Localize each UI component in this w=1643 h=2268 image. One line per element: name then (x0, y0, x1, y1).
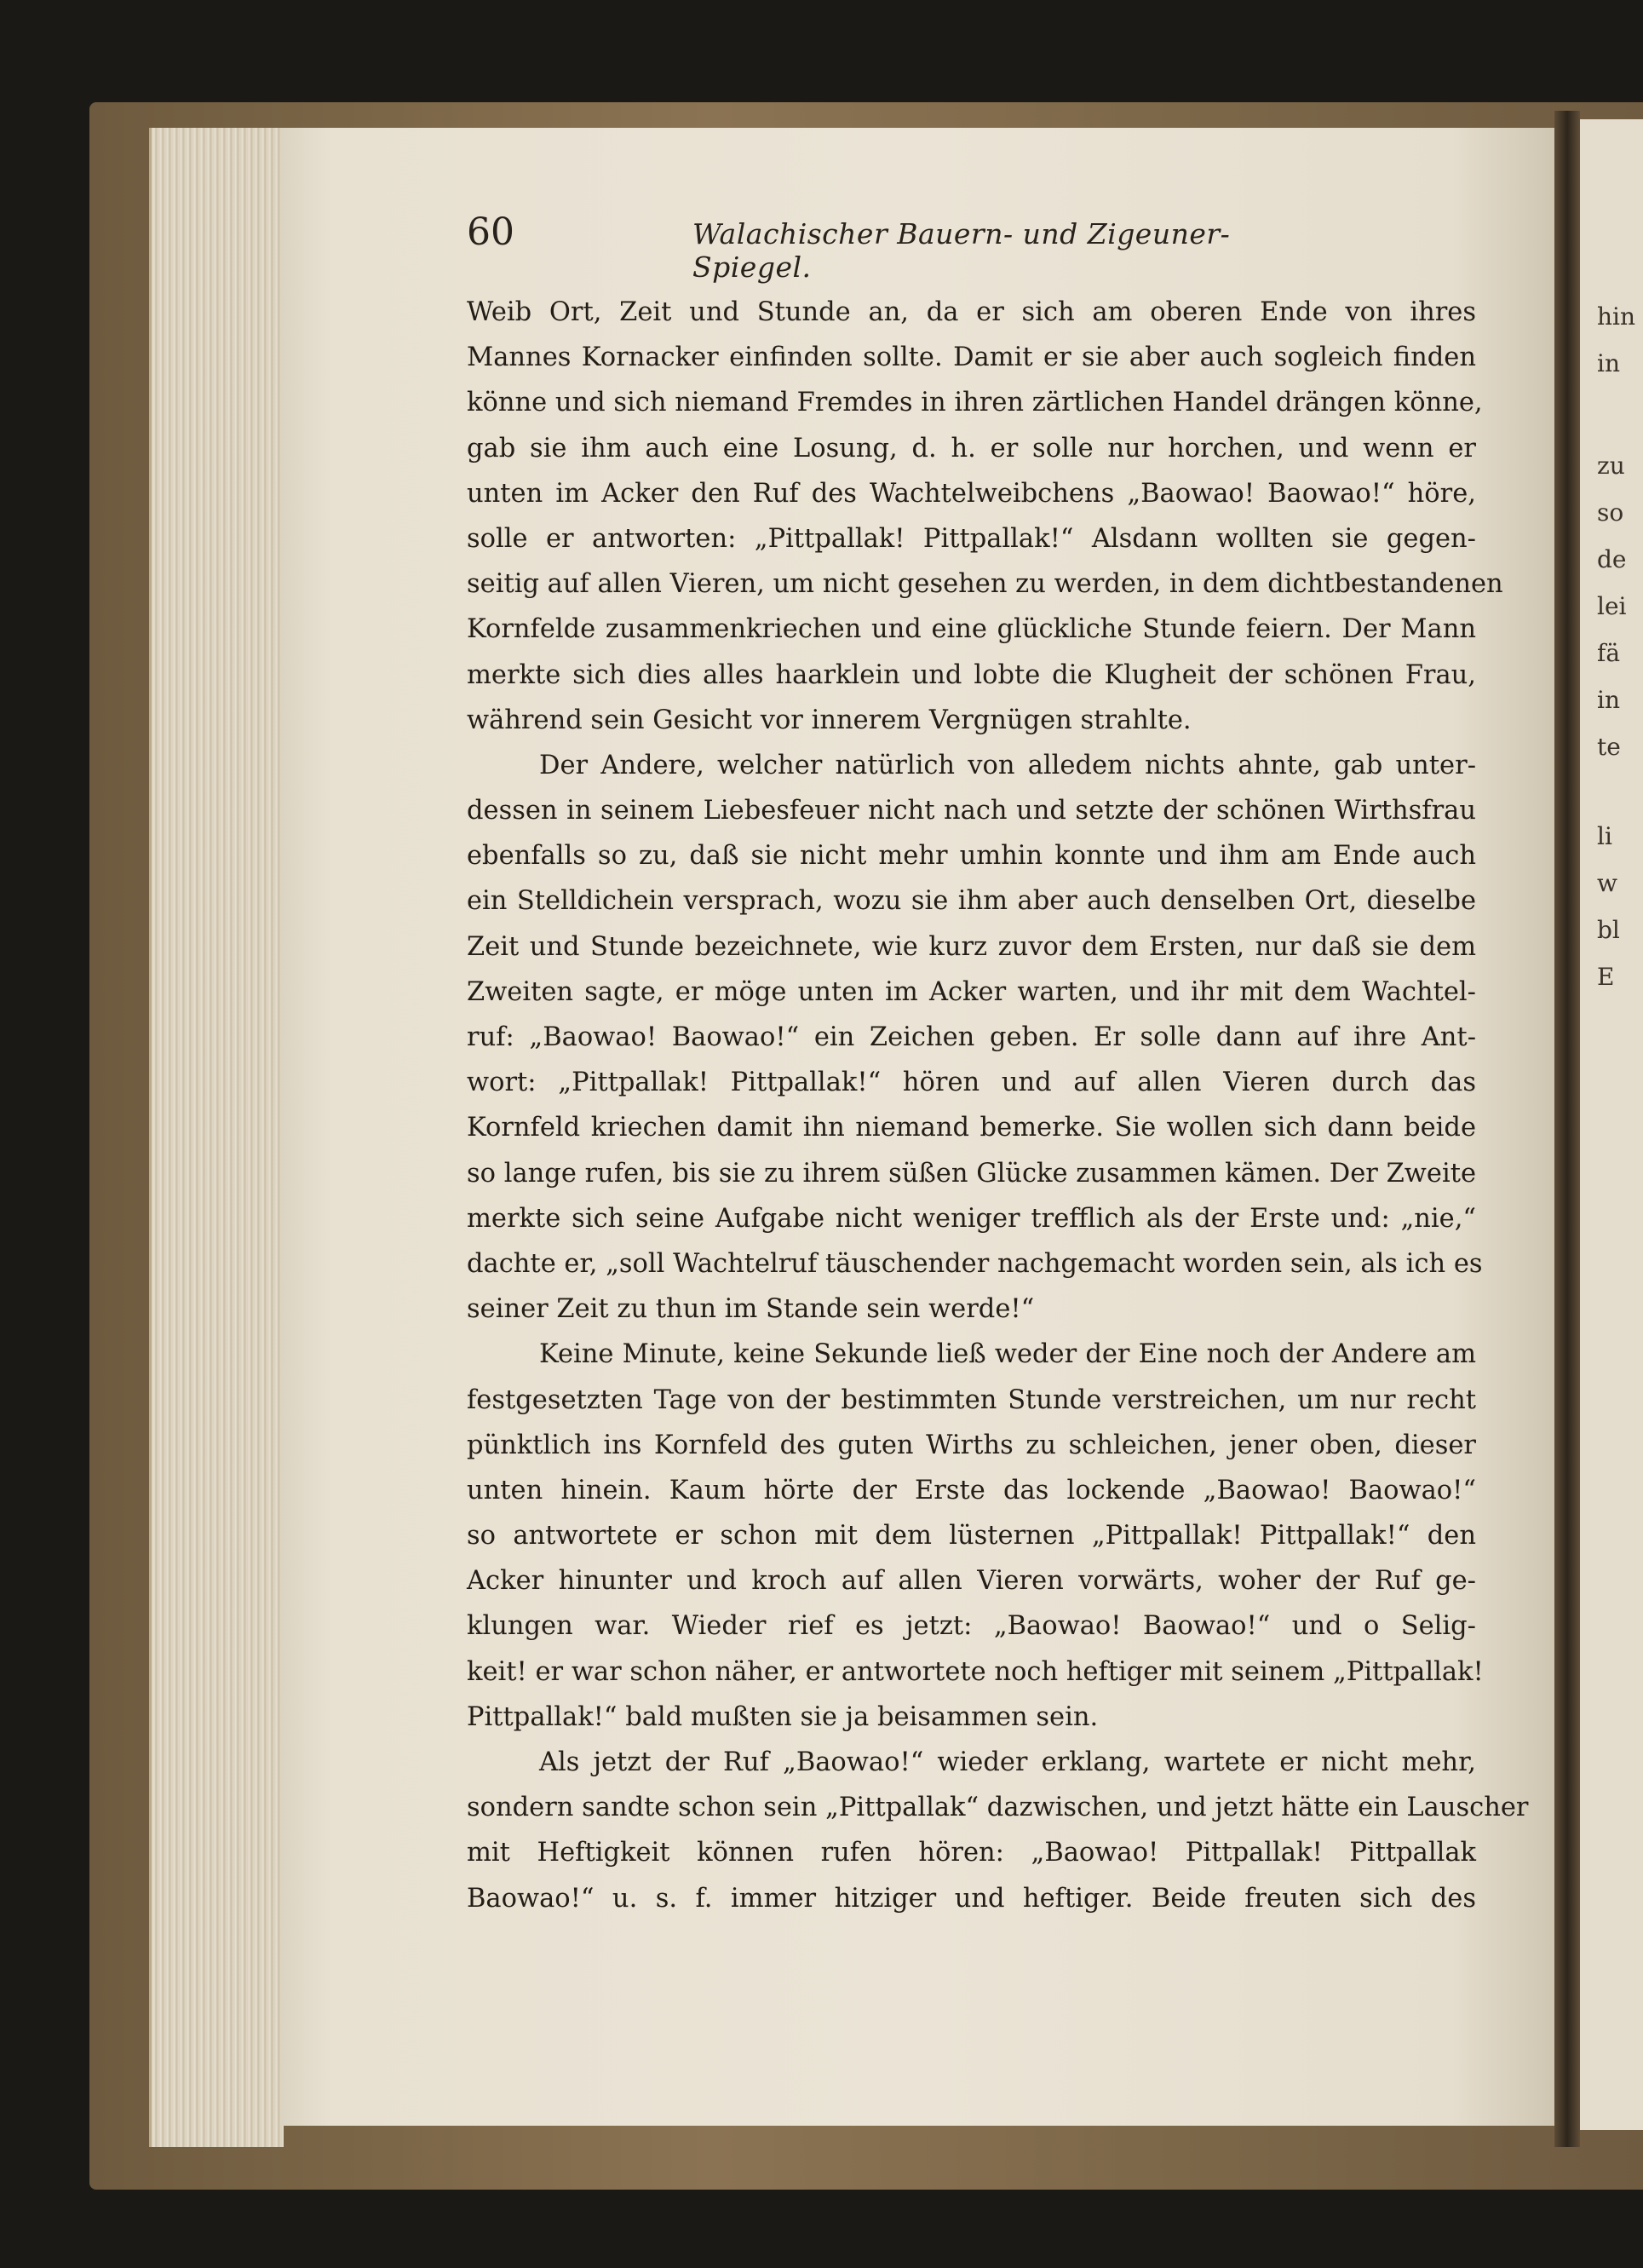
facing-page-fragment: li (1597, 822, 1612, 850)
facing-page-fragment: in (1597, 686, 1620, 714)
facing-page-fragment: bl (1597, 916, 1620, 944)
facing-page-fragment: hin (1597, 302, 1636, 331)
text-line: seitig auf allen Vieren, um nicht gesehen zu werden, in dem dichtbestandenen (467, 569, 1503, 600)
text-line: sondern sandte schon sein „Pittpallak“ dazwischen, und jetzt hätte ein Lauscher (467, 1793, 1529, 1823)
text-line: festgesetzten Tage von der bestimmten Stunde verstreichen, um nur recht (467, 1384, 1476, 1415)
facing-page-fragment: E (1597, 963, 1615, 991)
text-line: dachte er, „soll Wachtelruf täuschender nachgemacht worden sein, als ich es (467, 1248, 1483, 1279)
text-line: merkte sich seine Aufgabe nicht weniger trefflich als der Erste und: „nie,“ (467, 1203, 1476, 1234)
text-line: Baowao!“ u. s. f. immer hitziger und heftiger. Beide freuten sich des (467, 1883, 1476, 1914)
text-line: solle er antworten: „Pittpallak! Pittpallak!“ Alsdann wollten sie gegen- (467, 523, 1476, 554)
facing-page-fragment: w (1597, 869, 1617, 897)
text-line: Keine Minute, keine Sekunde ließ weder der Eine noch der Andere am (539, 1339, 1476, 1370)
text-line: merkte sich dies alles haarklein und lobte die Klugheit der schönen Frau, (467, 659, 1476, 690)
text-line: ein Stelldichein versprach, wozu sie ihm aber auch denselben Ort, dieselbe (467, 886, 1476, 917)
text-line: Weib Ort, Zeit und Stunde an, da er sich am oberen Ende von ihres (467, 297, 1476, 327)
text-line: klungen war. Wieder rief es jetzt: „Baowao! Baowao!“ und o Selig- (467, 1611, 1476, 1642)
facing-page (1580, 119, 1643, 2130)
text-line: Zeit und Stunde bezeichnete, wie kurz zuvor dem Ersten, nur daß sie dem (467, 931, 1476, 962)
running-title: Walachischer Bauern- und Zigeuner-Spiegel. (692, 217, 1231, 284)
text-line: dessen in seinem Liebesfeuer nicht nach und setzte der schönen Wirthsfrau (467, 796, 1476, 826)
text-line: Kornfelde zusammenkriechen und eine glückliche Stunde feiern. Der Mann (467, 614, 1476, 645)
facing-page-fragment: so (1597, 498, 1624, 527)
text-line: mit Heftigkeit können rufen hören: „Baowao! Pittpallak! Pittpallak (467, 1838, 1476, 1868)
text-line: Acker hinunter und kroch auf allen Vieren vorwärts, woher der Ruf ge- (467, 1566, 1476, 1597)
text-line: ruf: „Baowao! Baowao!“ ein Zeichen geben. Er solle dann auf ihre Ant- (467, 1022, 1476, 1052)
text-line: unten hinein. Kaum hörte der Erste das lockende „Baowao! Baowao!“ (467, 1475, 1476, 1505)
text-line: so lange rufen, bis sie zu ihrem süßen Glücke zusammen kämen. Der Zweite (467, 1158, 1476, 1189)
facing-page-fragment: lei (1597, 592, 1627, 620)
text-line: Als jetzt der Ruf „Baowao!“ wieder erklang, wartete er nicht mehr, (539, 1747, 1476, 1777)
text-line: pünktlich ins Kornfeld des guten Wirths zu schleichen, jener oben, dieser (467, 1430, 1476, 1460)
facing-page-fragment: in (1597, 349, 1620, 377)
facing-page-fragment: fä (1597, 639, 1621, 667)
text-line: Mannes Kornacker einfinden sollte. Damit er sie aber auch sogleich finden (467, 343, 1476, 373)
text-line: gab sie ihm auch eine Losung, d. h. er solle nur horchen, und wenn er (467, 433, 1476, 463)
body-text (467, 290, 1529, 1921)
book-gutter (1554, 111, 1580, 2147)
text-line: während sein Gesicht vor innerem Vergnügen strahlte. (467, 705, 1192, 735)
text-line: seiner Zeit zu thun im Stande sein werde!“ (467, 1294, 1035, 1325)
text-line: Zweiten sagte, er möge unten im Acker warten, und ihr mit dem Wachtel- (467, 976, 1476, 1007)
text-line: Kornfeld kriechen damit ihn niemand bemerke. Sie wollen sich dann beide (467, 1113, 1476, 1143)
page-number: 60 (467, 210, 514, 254)
facing-page-fragment: zu (1597, 452, 1625, 480)
text-line: keit! er war schon näher, er antwortete noch heftiger mit seinem „Pittpallak! (467, 1656, 1484, 1687)
page-header (467, 210, 1250, 284)
facing-page-fragment: de (1597, 545, 1627, 573)
text-line: könne und sich niemand Fremdes in ihren zärtlichen Handel drängen könne, (467, 388, 1483, 418)
text-line: so antwortete er schon mit dem lüsternen „Pittpallak! Pittpallak!“ den (467, 1521, 1476, 1551)
page-edges (149, 128, 284, 2147)
text-line: wort: „Pittpallak! Pittpallak!“ hören und auf allen Vieren durch das (467, 1068, 1476, 1098)
text-line: Der Andere, welcher natürlich von alledem nichts ahnte, gab unter- (539, 750, 1476, 780)
text-line: Pittpallak!“ bald mußten sie ja beisammen sein. (467, 1701, 1099, 1732)
facing-page-fragment: te (1597, 733, 1621, 761)
text-line: ebenfalls so zu, daß sie nicht mehr umhin konnte und ihm am Ende auch (467, 841, 1476, 872)
text-line: unten im Acker den Ruf des Wachtelweibchens „Baowao! Baowao!“ höre, (467, 478, 1476, 509)
